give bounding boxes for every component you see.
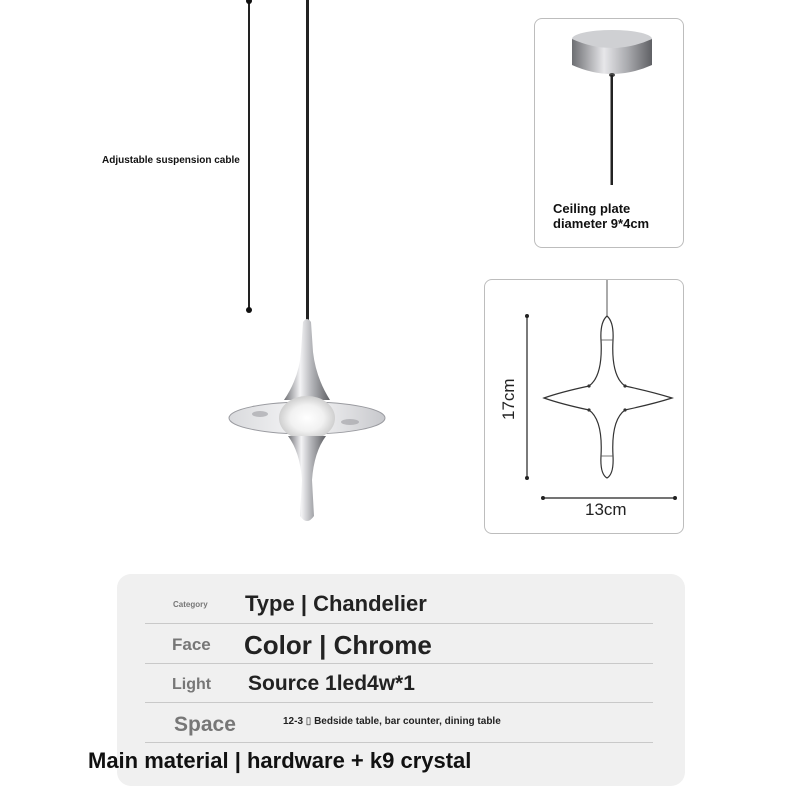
spec-light-label: Light	[172, 676, 212, 693]
row-divider	[145, 663, 653, 664]
spec-space-value: 12-3 ▯ Bedside table, bar counter, dining table	[283, 716, 501, 727]
spec-color-value: Color | Chrome	[244, 630, 432, 660]
lower-stem	[288, 436, 326, 521]
ceiling-plate-line1: Ceiling plate	[553, 201, 631, 216]
spec-row-light	[145, 669, 653, 703]
cable-label: Adjustable suspension cable	[102, 155, 240, 166]
pendant-light-image	[200, 0, 420, 560]
spec-light-value: Source 1led4w*1	[248, 672, 415, 695]
row-divider	[145, 702, 653, 703]
dimension-panel	[484, 279, 684, 534]
ceiling-plate-panel	[534, 18, 684, 248]
width-label: 13cm	[585, 500, 627, 519]
height-label: 17cm	[499, 378, 518, 420]
spec-row-type	[145, 590, 653, 624]
ceiling-plate-label	[553, 201, 649, 231]
spec-row-space	[145, 708, 653, 744]
spec-category-label: Category	[173, 600, 208, 609]
row-divider	[145, 623, 653, 624]
ceiling-plate-line2: diameter 9*4cm	[553, 216, 650, 231]
suspension-cable	[306, 0, 309, 325]
spec-space-label: Space	[174, 713, 236, 736]
main-material-text: Main material | hardware + k9 crystal	[88, 748, 472, 773]
spec-face-label: Face	[172, 635, 211, 654]
row-divider	[145, 742, 653, 743]
upper-stem	[284, 319, 330, 400]
spec-type-value: Type | Chandelier	[245, 591, 427, 616]
ceiling-plate-image	[535, 19, 685, 199]
spec-row-color	[145, 628, 653, 664]
light-core	[279, 396, 335, 440]
